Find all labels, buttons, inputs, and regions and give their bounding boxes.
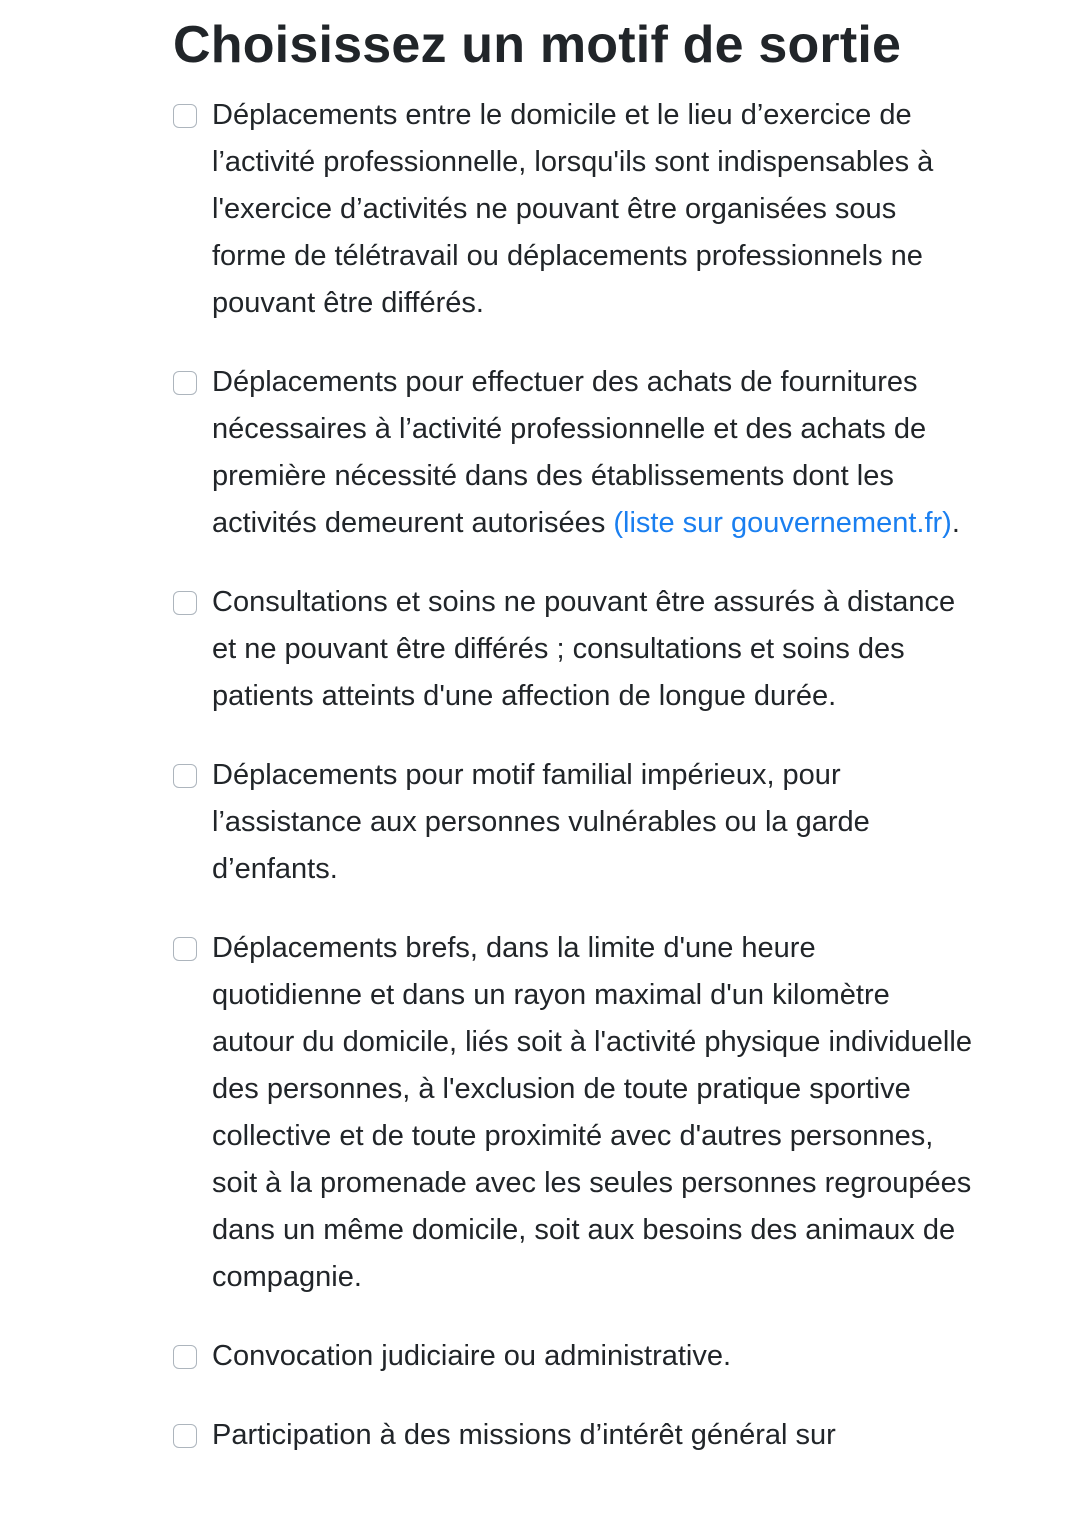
motif-item-famille xyxy=(173,752,973,893)
motif-list xyxy=(173,92,973,1459)
checkbox-sport[interactable] xyxy=(173,937,197,961)
motif-label-missions[interactable]: Participation à des missions d’intérêt général sur xyxy=(212,1419,836,1451)
liste-gouvernement-link[interactable]: (liste sur gouvernement.fr) xyxy=(613,507,952,539)
checkbox-judiciaire[interactable] xyxy=(173,1345,197,1369)
checkbox-famille[interactable] xyxy=(173,764,197,788)
motif-item-sport xyxy=(173,925,973,1301)
motif-label-sante[interactable]: Consultations et soins ne pouvant être assurés à distance et ne pouvant être différés ; consultations et soins des patients atteints d'une affection de longue durée. xyxy=(212,586,956,712)
motif-label-famille[interactable]: Déplacements pour motif familial impérieux, pour l’assistance aux personnes vulnérables ou la garde d’enfants. xyxy=(212,759,870,885)
motif-label-courses[interactable]: Déplacements pour effectuer des achats de fournitures nécessaires à l’activité professionnelle et des achats de première nécessité dans des établissements dont les activités demeurent autorisées (liste sur gouvernement.fr). xyxy=(212,366,960,539)
motif-item-courses xyxy=(173,359,973,547)
checkbox-courses[interactable] xyxy=(173,371,197,395)
motif-item-missions xyxy=(173,1412,973,1459)
motif-item-judiciaire xyxy=(173,1333,973,1380)
checkbox-missions[interactable] xyxy=(173,1424,197,1448)
page-title: Choisissez un motif de sortie xyxy=(173,16,902,74)
motif-label-judiciaire[interactable]: Convocation judiciaire ou administrative. xyxy=(212,1340,732,1372)
motif-label-sport[interactable]: Déplacements brefs, dans la limite d'une heure quotidienne et dans un rayon maximal d'un kilomètre autour du domicile, liés soit à l'activité physique individuelle des personnes, à l'exclusion de toute pratique sportive collective et de toute proximité avec d'autres personnes, soit à la promenade avec les seules personnes regroupées dans un même domicile, soit aux besoins des animaux de compagnie. xyxy=(212,932,972,1293)
motif-section xyxy=(173,0,973,1491)
motif-label-travail[interactable]: Déplacements entre le domicile et le lieu d’exercice de l’activité professionnelle, lorsqu'ils sont indispensables à l'exercice d’activités ne pouvant être organisées sous forme de télétravail ou déplacements professionnels ne pouvant être différés. xyxy=(212,99,934,319)
motif-item-travail xyxy=(173,92,973,327)
checkbox-travail[interactable] xyxy=(173,104,197,128)
motif-item-sante xyxy=(173,579,973,720)
checkbox-sante[interactable] xyxy=(173,591,197,615)
